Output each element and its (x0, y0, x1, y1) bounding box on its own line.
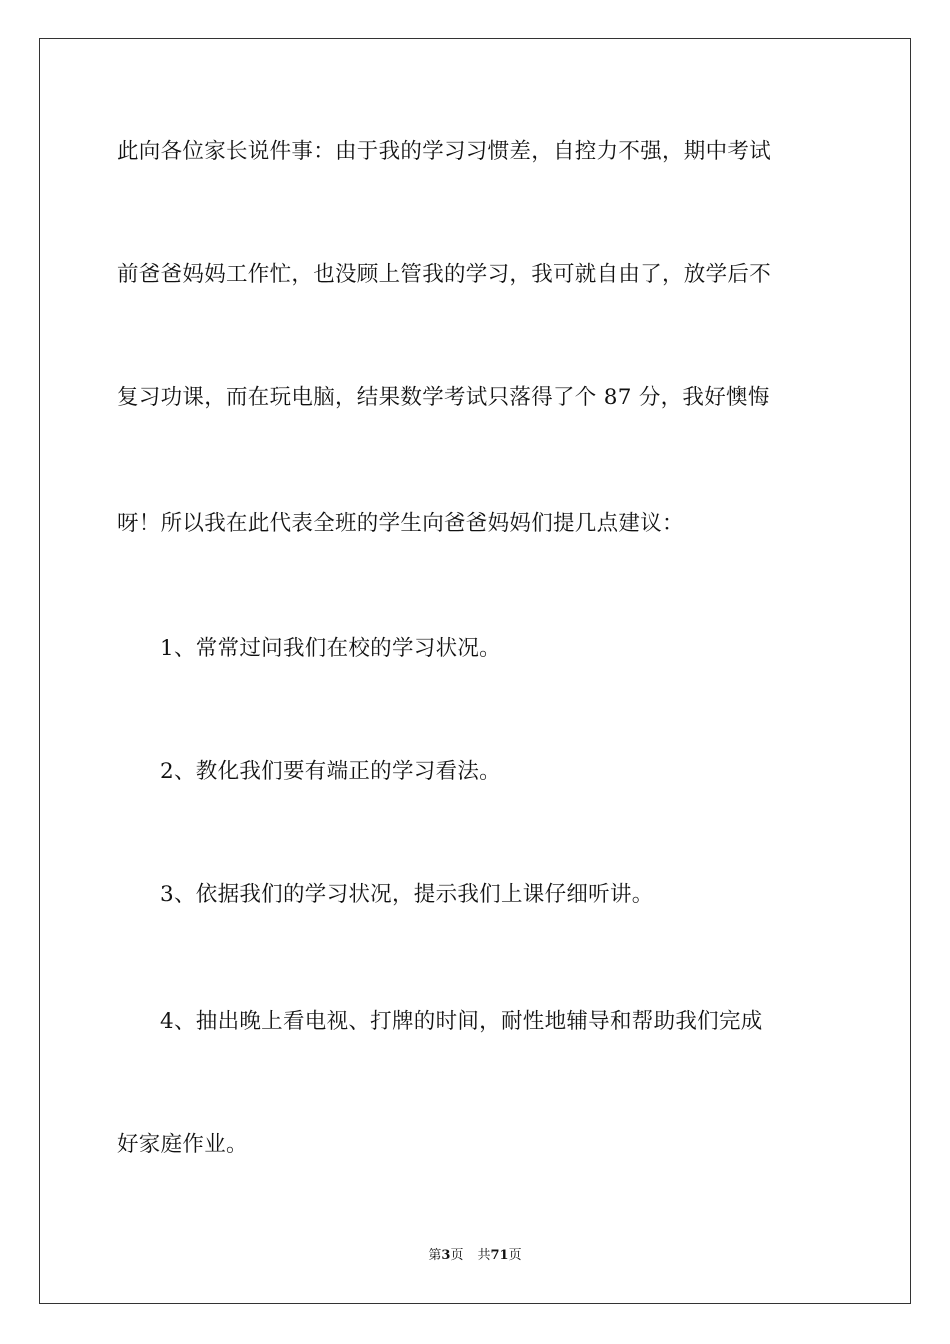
page-prefix: 第 (428, 1248, 442, 1263)
page-footer (0, 1247, 950, 1265)
suggestion-item-2: 2、教化我们要有端正的学习看法。 (160, 759, 501, 784)
total-prefix: 共 (477, 1248, 491, 1263)
total-pages: 71 (490, 1248, 509, 1263)
suggestion-item-1: 1、常常过问我们在校的学习状况。 (160, 636, 501, 661)
page-border (39, 38, 911, 1304)
suggestion-item-3: 3、依据我们的学习状况，提示我们上课仔细听讲。 (160, 882, 654, 907)
paragraph-line-4: 呀！所以我在此代表全班的学生向爸爸妈妈们提几点建议： (117, 511, 684, 536)
paragraph-line-2: 前爸爸妈妈工作忙，也没顾上管我的学习，我可就自由了，放学后不 (117, 262, 772, 287)
suggestion-item-4: 4、抽出晚上看电视、打牌的时间，耐性地辅导和帮助我们完成 (160, 1009, 763, 1034)
paragraph-line-1: 此向各位家长说件事：由于我的学习习惯差，自控力不强，期中考试 (117, 139, 772, 164)
suggestion-item-4-continued: 好家庭作业。 (117, 1132, 248, 1157)
page-number: 3 (441, 1248, 451, 1263)
paragraph-line-3: 复习功课，而在玩电脑，结果数学考试只落得了个 87 分，我好懊悔 (117, 385, 770, 410)
total-suffix: 页 (508, 1248, 522, 1263)
page-suffix: 页 (450, 1248, 464, 1263)
